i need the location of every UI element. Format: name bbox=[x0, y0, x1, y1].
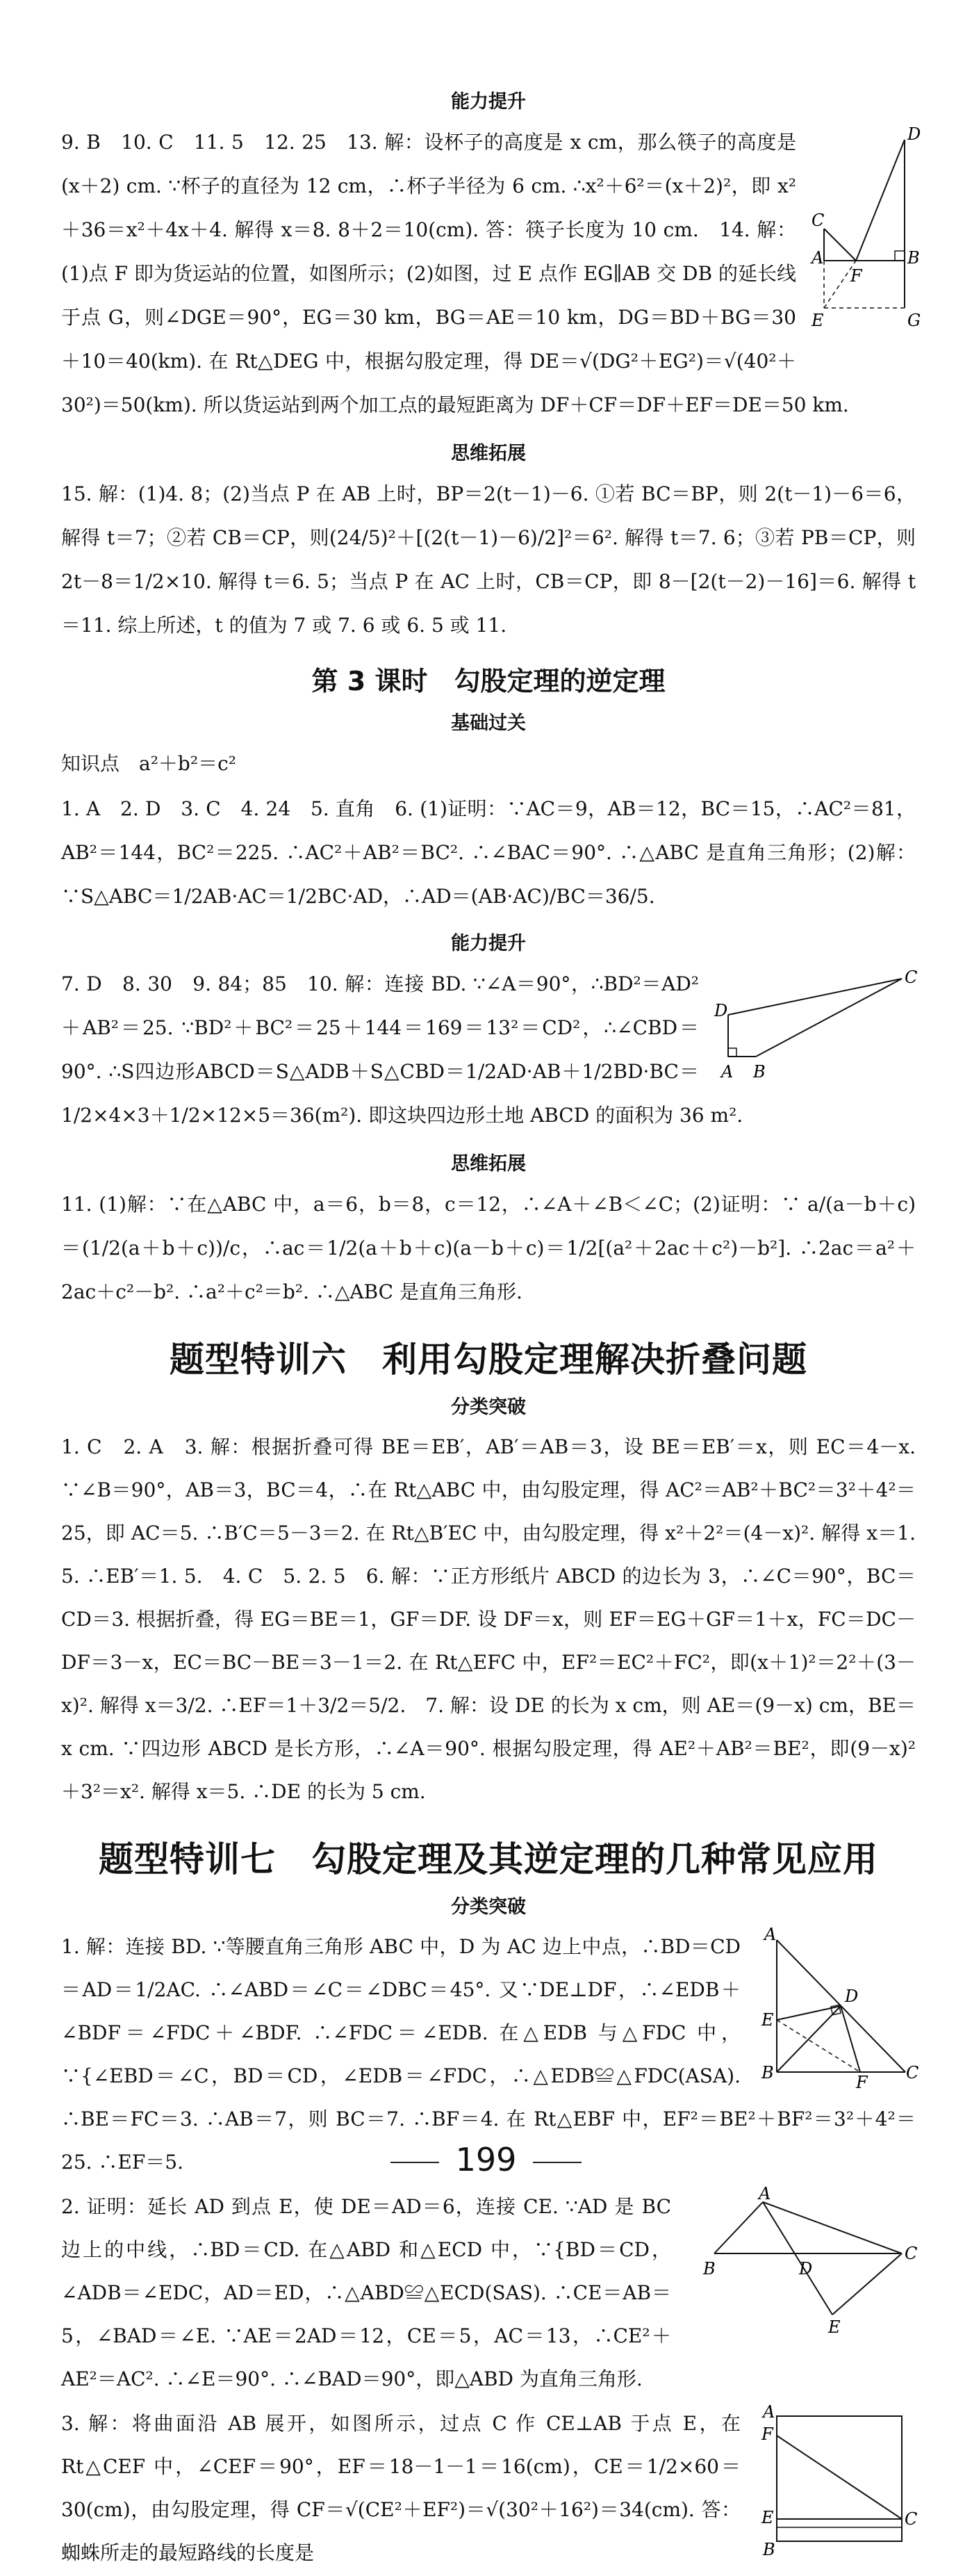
knowledge-point: 知识点 a²＋b²＝c² bbox=[61, 752, 236, 775]
fig3-label-f: F bbox=[856, 2073, 868, 2092]
fig1-label-e: E bbox=[812, 311, 824, 330]
section-heading-ability-1: 能力提升 bbox=[451, 91, 526, 113]
page-number-dash-left bbox=[390, 2162, 439, 2163]
fig1-label-b: B bbox=[907, 248, 920, 268]
figure-median-extension bbox=[686, 2184, 918, 2338]
fig3-label-c: C bbox=[906, 2063, 919, 2082]
answer-application-3: 3. 解：将曲面沿 AB 展开，如图所示，过点 C 作 CE⊥AB 于点 E，在 Rt△CEF 中，∠CEF＝90°，EF＝18－1－1＝16(cm)，CE＝1/2×60＝30(cm)，由勾股定理，得 CF＝√(CE²＋EF²)＝√(30²＋16²)＝34(cm). 答：蜘蛛所走的最短路线的长度是 bbox=[61, 2412, 741, 2564]
section-heading-breakthrough-1: 分类突破 bbox=[451, 1396, 526, 1418]
fig3-label-a: A bbox=[764, 1925, 777, 1944]
answer-page bbox=[61, 76, 921, 2576]
answers-1-6: 1. A 2. D 3. C 4. 24 5. 直角 6. (1)证明：∵AC＝9，AB＝12，BC＝15，∴AC²＝81，AB²＝144，BC²＝225. ∴AC²＋AB²＝BC². ∴∠BAC＝90°. ∴△ABC 是直角三角形；(2)解：∵S△ABC＝1/2AB·AC＝1/2BC·AD，∴AD＝(AB·AC)/BC＝36/5. bbox=[61, 797, 916, 908]
page-number-dash-right bbox=[533, 2162, 582, 2163]
fig2-label-c: C bbox=[905, 968, 918, 987]
section-heading-basic: 基础过关 bbox=[451, 712, 526, 734]
figure-isosceles-right-triangle bbox=[756, 1925, 919, 2092]
fig2-label-b: B bbox=[753, 1062, 766, 1082]
fig2-label-d: D bbox=[714, 1001, 728, 1020]
answers-7-10: 7. D 8. 30 9. 84；85 10. 解：连接 BD. ∵∠A＝90°，∴BD²＝AD²＋AB²＝25. ∵BD²＋BC²＝25＋144＝169＝13²＝CD²，∴∠CBD＝90°. ∴S四边形ABCD＝S△ADB＋S△CBD＝1/2AD·AB＋1/2BD·BC＝1/2×4×3＋1/2×12×5＝36(m²). 即这块四边形土地 ABCD 的面积为 36 m². bbox=[61, 972, 743, 1127]
lesson-title: 第 3 课时 勾股定理的逆定理 bbox=[311, 666, 666, 696]
fig1-label-a: A bbox=[812, 248, 824, 268]
fig1-label-g: G bbox=[907, 311, 921, 330]
answers-folding: 1. C 2. A 3. 解：根据折叠可得 BE＝EB′，AB′＝AB＝3，设 BE＝EB′＝x，则 EC＝4－x. ∵∠B＝90°，AB＝3，BC＝4，∴在 Rt△ABC 中，由勾股定理，得 AC²＝AB²＋BC²＝3²＋4²＝25，即 AC＝5. ∴B′C＝5－3＝2. 在 Rt△B′EC 中，由勾股定理，得 x²＋2²＝(4－x)². 解得 x＝1. 5. ∴EB′＝1. 5. 4. C 5. 2. 5 6. 解：∵正方形纸片 ABCD 的边长为 3，∴∠C＝90°，BC＝CD＝3. 根据折叠，得 EG＝BE＝1，GF＝DF. 设 DF＝x，则 EF＝EG＋GF＝1＋x，FC＝DC－DF＝3－x，EC＝BC－BE＝3－1＝2. 在 Rt△EFC 中，EF²＝EC²＋FC²，即(x＋1)²＝2²＋(3－x)². 解得 x＝3/2. ∴EF＝1＋3/2＝5/2. 7. 解：设 DE 的长为 x cm，则 AE＝(9－x) cm，BE＝x cm. ∵四边形 ABCD 是长方形，∴∠A＝90°. 根据勾股定理，得 AE²＋AB²＝BE²，即(9－x)²＋3²＝x². 解得 x＝5. ∴DE 的长为 5 cm. bbox=[61, 1435, 916, 1803]
fig4-label-c: C bbox=[905, 2244, 918, 2263]
figure-quadrilateral-abcd bbox=[714, 966, 916, 1087]
answer-15: 15. 解：(1)4. 8；(2)当点 P 在 AB 上时，BP＝2(t－1)－6. ①若 BC＝BP，则 2(t－1)－6＝6，解得 t＝7；②若 CB＝CP，则(24/5)²＋[(2(t－1)－6)/2]²＝6². 解得 t＝7. 6；③若 PB＝CP，则 2t－8＝1/2×10. 解得 t＝6. 5；当点 P 在 AC 上时，CB＝CP，即 8－[2(t－2)－16]＝6. 解得 t＝11. 综上所述，t 的值为 7 或 7. 6 或 6. 5 或 11. bbox=[61, 482, 916, 637]
answer-11: 11. (1)解：∵在△ABC 中，a＝6，b＝8，c＝12，∴∠A＋∠B＜∠C；(2)证明：∵ a/(a－b＋c)＝(1/2(a＋b＋c))/c，∴ac＝1/2(a＋b＋c)(a－b＋c)＝1/2[(a²＋2ac＋c²)－b²]. ∴2ac＝a²＋2ac＋c²－b². ∴a²＋c²＝b². ∴△ABC 是直角三角形. bbox=[61, 1193, 916, 1303]
fig3-label-b: B bbox=[761, 2063, 774, 2082]
fig4-label-d: D bbox=[799, 2259, 813, 2279]
section-heading-extension-1: 思维拓展 bbox=[451, 443, 526, 464]
fig5-label-c: C bbox=[905, 2509, 918, 2529]
answers-9-14: 9. B 10. C 11. 5 12. 25 13. 解：设杯子的高度是 x cm，那么筷子的高度是(x＋2) cm. ∵杯子的直径为 12 cm，∴杯子半径为 6 cm. ∴x²＋6²＝(x＋2)²，即 x²＋36＝x²＋4x＋4. 解得 x＝8. 8＋2＝10(cm). 答：筷子长度为 10 cm. 14. 解：(1)点 F 即为货运站的位置，如图所示；(2)如图，过 E 点作 EG∥AB 交 DB 的延长线于点 G，则∠DGE＝90°，EG＝30 km，BG＝AE＝10 km，DG＝BD＋BG＝30＋10＝40(km). 在 Rt△DEG 中，根据勾股定理，得 DE＝√(DG²＋EG²)＝√(40²＋30²)＝50(km). 所以货运站到两个加工点的最短距离为 DF＋CF＝DF＋EF＝DE＝50 km. bbox=[61, 131, 849, 416]
fig5-label-b: B bbox=[763, 2540, 775, 2559]
fig2-label-a: A bbox=[721, 1062, 734, 1082]
fig1-label-d: D bbox=[907, 124, 921, 144]
page-number-value: 199 bbox=[455, 2141, 517, 2178]
figure-unfolded-surface bbox=[756, 2402, 918, 2562]
fig1-label-c: C bbox=[812, 211, 825, 230]
section-heading-ability-2: 能力提升 bbox=[451, 933, 526, 954]
section-heading-breakthrough-2: 分类突破 bbox=[451, 1896, 526, 1918]
section-heading-extension-2: 思维拓展 bbox=[451, 1153, 526, 1175]
answer-application-1: 1. 解：连接 BD. ∵等腰直角三角形 ABC 中，D 为 AC 边上中点，∴BD＝CD＝AD＝1/2AC. ∴∠ABD＝∠C＝∠DBC＝45°. 又∵DE⊥DF，∴∠EDB＋∠BDF＝∠FDC＋∠BDF. ∴∠FDC＝∠EDB. 在△EDB 与△FDC 中，∵{∠EBD＝∠C，BD＝CD，∠EDB＝∠FDC，∴△EDB≌△FDC(ASA). ∴BE＝FC＝3. ∴AB＝7，则 BC＝7. ∴BF＝4. 在 Rt△EBF 中，EF²＝BE²＋BF²＝3²＋4²＝25. ∴EF＝5. bbox=[61, 1935, 916, 2174]
fig4-label-e: E bbox=[828, 2317, 841, 2337]
fig5-label-a: A bbox=[763, 2402, 775, 2422]
fig3-label-d: D bbox=[845, 1987, 859, 2006]
figure-freight-station bbox=[812, 124, 921, 336]
answer-application-2: 2. 证明：延长 AD 到点 E，使 DE＝AD＝6，连接 CE. ∵AD 是 BC 边上的中线，∴BD＝CD. 在△ABD 和△ECD 中，∵{BD＝CD，∠ADB＝∠EDC，AD＝ED，∴△ABD≌△ECD(SAS). ∴CE＝AB＝5，∠BAD＝∠E. ∵AE＝2AD＝12，CE＝5，AC＝13，∴CE²＋AE²＝AC². ∴∠E＝90°. ∴∠BAD＝90°，即△ABD 为直角三角形. bbox=[61, 2195, 671, 2390]
training-title-7: 题型特训七 勾股定理及其逆定理的几种常见应用 bbox=[99, 1839, 878, 1880]
fig1-label-f: F bbox=[850, 266, 862, 286]
fig5-label-f: F bbox=[761, 2424, 773, 2444]
training-title-6: 题型特训六 利用勾股定理解决折叠问题 bbox=[170, 1339, 807, 1380]
fig4-label-b: B bbox=[703, 2259, 716, 2279]
fig3-label-e: E bbox=[761, 2010, 774, 2030]
fig4-label-a: A bbox=[759, 2184, 771, 2203]
page-number bbox=[0, 2141, 972, 2178]
fig5-label-e: E bbox=[761, 2508, 774, 2527]
